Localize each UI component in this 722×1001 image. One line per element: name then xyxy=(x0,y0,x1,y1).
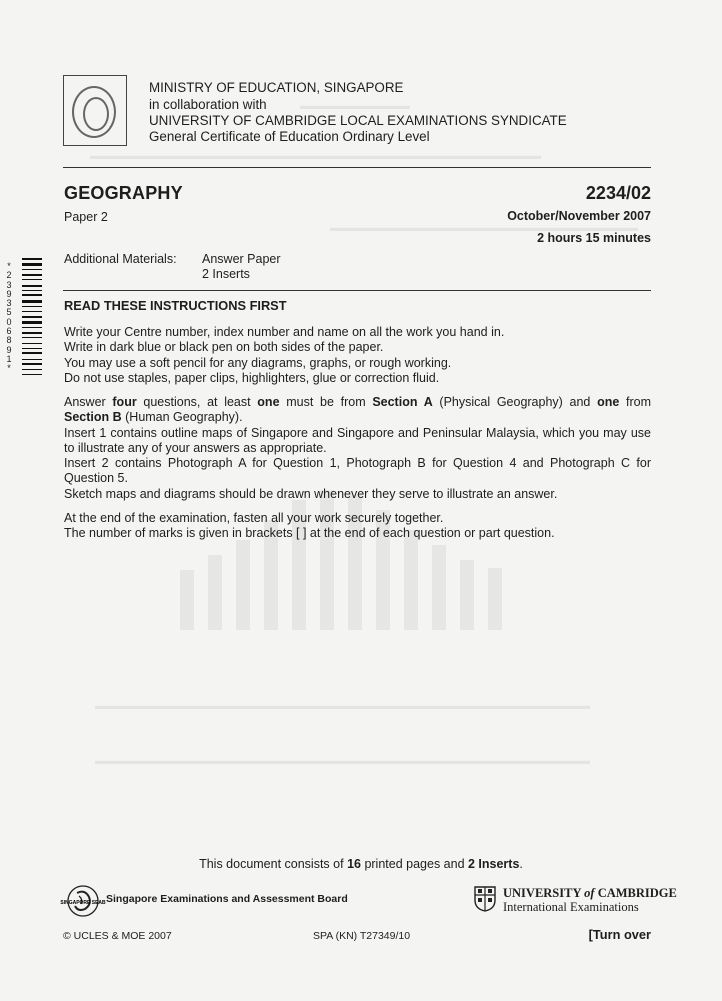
sketch-note: Sketch maps and diagrams should be drawn whenever they serve to illustrate an answer. xyxy=(64,486,558,501)
show-through-bar xyxy=(488,568,502,630)
barcode-bar xyxy=(22,363,42,365)
svg-text:SINGAPORE SEAB: SINGAPORE SEAB xyxy=(60,900,106,906)
collaboration-line: in collaboration with xyxy=(149,97,267,112)
barcode-bar xyxy=(22,294,42,296)
turn-over: [Turn over xyxy=(588,927,651,942)
materials-label: Additional Materials: xyxy=(64,252,177,266)
candidate-barcode xyxy=(22,258,42,398)
top-rule xyxy=(63,167,651,168)
show-through: ▬▬▬▬▬▬▬▬▬▬▬▬▬▬▬▬▬▬▬▬▬▬▬▬▬▬▬▬▬▬▬▬▬▬▬▬▬▬▬▬▬▬▬▬▬ xyxy=(95,755,590,767)
barcode-digit: 3 xyxy=(6,298,12,309)
instruction-line: You may use a soft pencil for any diagrams, graphs, or rough working. xyxy=(64,355,452,370)
show-through-bar xyxy=(180,570,194,630)
barcode-bar xyxy=(22,263,42,266)
barcode-bar xyxy=(22,343,42,344)
barcode-digit: 2 xyxy=(6,270,12,281)
marks-note: The number of marks is given in brackets [ ] at the end of each question or part question. xyxy=(64,526,555,541)
barcode-bar xyxy=(22,348,42,349)
cambridge-name: UNIVERSITY of CAMBRIDGE xyxy=(503,886,677,900)
barcode-digit: 9 xyxy=(6,288,12,299)
ordinary-level-logo xyxy=(63,75,127,146)
document-reference: SPA (KN) T27349/10 xyxy=(313,930,411,942)
instruction-line: Write your Centre number, index number and name on all the work you hand in. xyxy=(64,325,505,339)
show-through-bar xyxy=(404,530,418,630)
material-item: Answer Paper xyxy=(202,252,281,266)
o-level-letter-icon xyxy=(72,86,116,138)
ministry-line: MINISTRY OF EDUCATION, SINGAPORE xyxy=(149,80,404,95)
barcode-bar xyxy=(22,274,42,276)
barcode-digit: 1 xyxy=(6,353,12,364)
show-through-bar xyxy=(236,540,250,630)
cambridge-subtitle: International Examinations xyxy=(503,900,639,914)
instruction-line: Write in dark blue or black pen on both sides of the paper. xyxy=(64,340,384,355)
cambridge-syndicate-line: UNIVERSITY OF CAMBRIDGE LOCAL EXAMINATIONS SYNDICATE xyxy=(149,113,567,128)
barcode-bar xyxy=(22,359,42,360)
barcode-number xyxy=(2,262,16,374)
answer-instructions xyxy=(64,395,651,502)
barcode-bar xyxy=(22,279,42,280)
barcode-bar xyxy=(22,327,42,328)
barcode-bar xyxy=(22,374,42,375)
cambridge-crest-icon xyxy=(474,886,496,912)
certificate-line: General Certificate of Education Ordinary Level xyxy=(149,129,430,144)
syllabus-code: 2234/02 xyxy=(585,183,651,203)
barcode-digit: * xyxy=(7,261,11,271)
barcode-digit: 9 xyxy=(6,344,12,355)
instructions-heading: READ THESE INSTRUCTIONS FIRST xyxy=(64,298,287,313)
copyright: © UCLES & MOE 2007 xyxy=(63,930,172,942)
barcode-bar xyxy=(22,285,42,287)
show-through-bar xyxy=(460,560,474,630)
material-item: 2 Inserts xyxy=(202,267,250,281)
subject-title: GEOGRAPHY xyxy=(64,183,183,203)
barcode-bar xyxy=(22,316,42,318)
answer-rule: Answer four questions, at least one must be from Section A (Physical Geography) and one from Section B (Human Geography). xyxy=(64,395,652,425)
exam-session: October/November 2007 xyxy=(507,209,651,223)
barcode-digit: * xyxy=(7,363,11,374)
fasten-note: At the end of the examination, fasten all your work securely together. xyxy=(64,511,444,525)
instructions-rule xyxy=(63,290,651,291)
barcode-bar xyxy=(22,369,42,370)
materials-list xyxy=(202,252,281,282)
barcode-digit: 6 xyxy=(6,326,12,337)
seab-name: Singapore Examinations and Assessment Board xyxy=(106,893,348,905)
exam-duration: 2 hours 15 minutes xyxy=(537,231,651,245)
barcode-digit: 0 xyxy=(6,316,12,327)
general-instructions xyxy=(64,325,651,386)
barcode-digit: 8 xyxy=(6,335,12,346)
show-through: ▬▬▬▬▬▬▬▬▬▬▬▬▬▬▬▬▬▬▬▬▬▬▬▬▬▬▬▬▬▬▬▬▬▬▬▬▬▬▬▬▬▬▬▬▬ xyxy=(95,700,590,712)
barcode-bar xyxy=(22,300,42,303)
show-through-bar xyxy=(208,555,222,630)
page-count-note: This document consists of 16 printed pages and 2 Inserts. xyxy=(199,857,523,871)
show-through: ▬▬▬▬▬▬▬▬▬▬▬▬▬▬▬▬▬▬▬▬▬▬▬▬▬▬▬▬ xyxy=(330,222,638,234)
insert2-note: Insert 2 contains Photograph A for Question 1, Photograph B for Question 4 and Photograph C for Question 5. xyxy=(64,456,651,486)
barcode-bar xyxy=(22,332,42,334)
barcode-digit: 3 xyxy=(6,279,12,290)
paper-number: Paper 2 xyxy=(64,210,108,224)
show-through: ▬▬▬▬▬▬▬▬▬▬ xyxy=(300,100,410,112)
barcode-bar xyxy=(22,352,42,354)
barcode-bar xyxy=(22,269,42,270)
end-instructions xyxy=(64,511,651,542)
barcode-bar xyxy=(22,258,42,260)
barcode-bar xyxy=(22,321,42,324)
seab-logo-icon xyxy=(60,880,106,920)
barcode-bar xyxy=(22,290,42,291)
insert1-note: Insert 1 contains outline maps of Singapore and Singapore and Peninsular Malaysia, which you may use to illustrate any of your answers as appropriate. xyxy=(64,425,651,455)
show-through-bar xyxy=(432,545,446,630)
barcode-bar xyxy=(22,311,42,312)
barcode-bar xyxy=(22,306,42,307)
show-through: ▬▬▬▬▬▬▬▬▬▬▬▬▬▬▬▬▬▬▬▬▬▬▬▬▬▬▬▬▬▬▬▬▬▬▬▬▬▬▬▬▬ xyxy=(90,150,541,162)
barcode-digit: 5 xyxy=(6,307,12,318)
instruction-line: Do not use staples, paper clips, highlighters, glue or correction fluid. xyxy=(64,370,440,385)
barcode-bar xyxy=(22,337,42,338)
